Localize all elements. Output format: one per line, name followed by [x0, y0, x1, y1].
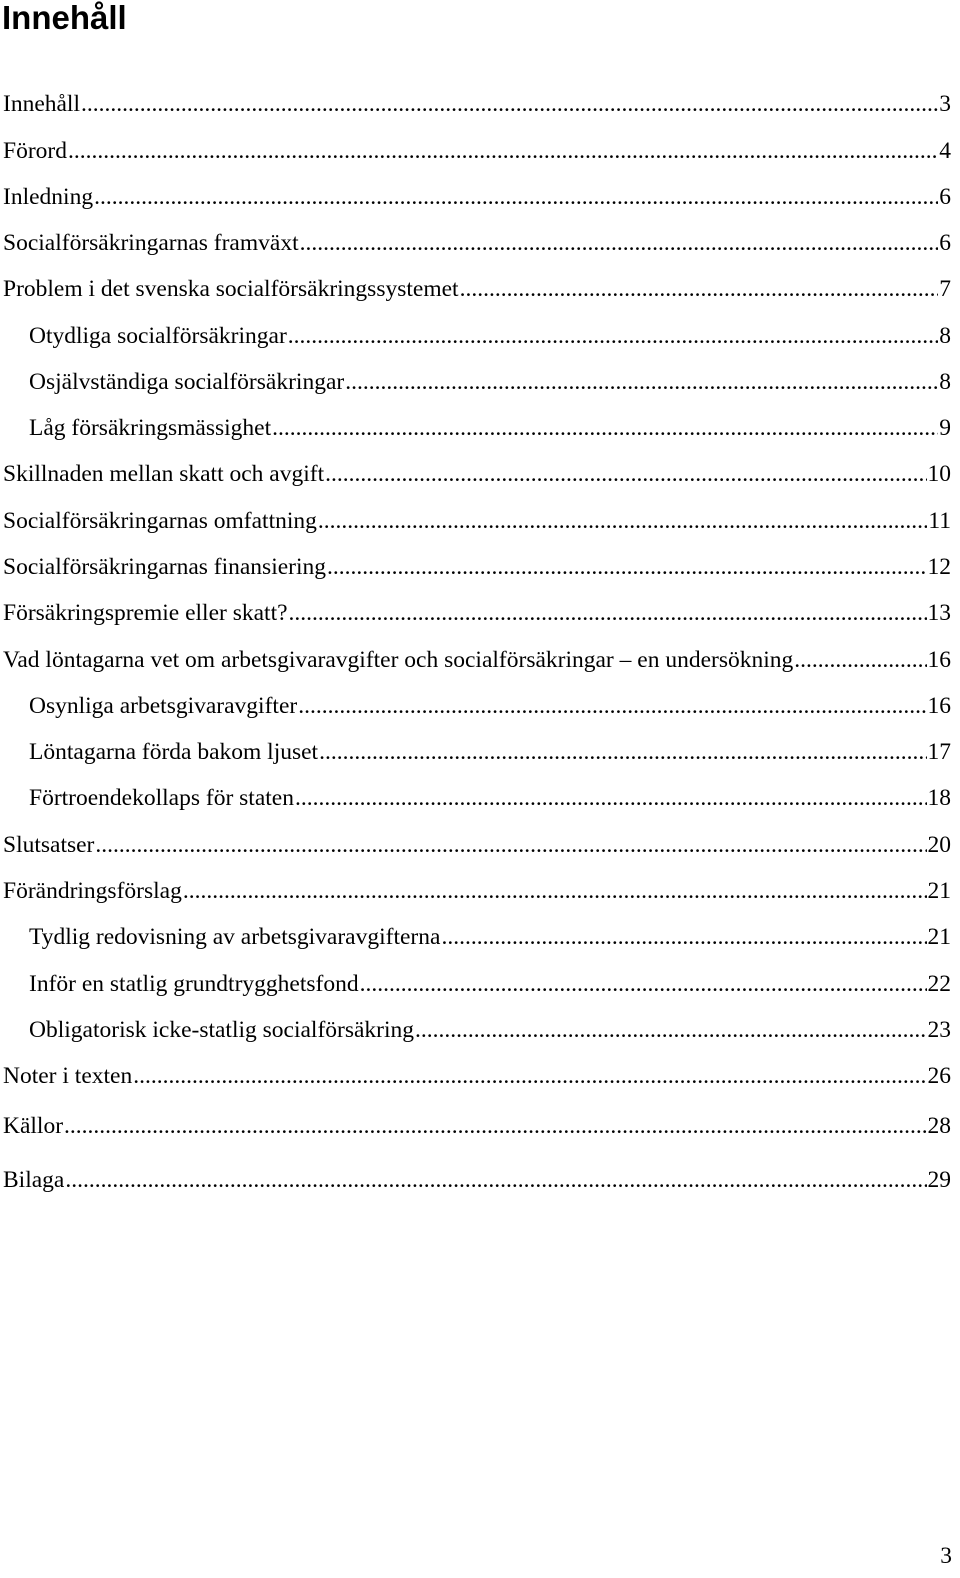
toc-entry-title: Slutsatser	[3, 832, 95, 858]
toc-entry-page: 13	[927, 600, 951, 626]
toc-dot-leader	[360, 968, 927, 1000]
toc-dot-leader	[183, 875, 927, 907]
toc-entry-title: Bilaga	[3, 1167, 65, 1193]
toc-entry-title: Otydliga socialförsäkringar	[29, 323, 287, 349]
toc-entry-page: 12	[927, 554, 951, 580]
toc-dot-leader	[65, 1164, 926, 1196]
toc-dot-leader	[415, 1014, 926, 1046]
toc-entry-page: 26	[927, 1063, 951, 1089]
toc-entry[interactable]	[3, 644, 951, 676]
toc-entry[interactable]	[3, 551, 951, 583]
toc-dot-leader	[133, 1060, 926, 1092]
toc-dot-leader	[289, 597, 927, 629]
toc-dot-leader	[441, 921, 926, 953]
toc-entry-title: Förord	[3, 138, 67, 164]
toc-entry-title: Socialförsäkringarnas finansiering	[3, 554, 327, 580]
toc-entry[interactable]	[3, 458, 951, 490]
toc-dot-leader	[327, 551, 926, 583]
toc-dot-leader	[64, 1110, 926, 1142]
toc-dot-leader	[318, 505, 927, 537]
toc-dot-leader	[460, 273, 939, 305]
toc-entry-page: 16	[927, 647, 951, 673]
toc-entry[interactable]	[29, 736, 951, 768]
toc-entry-page: 21	[927, 878, 951, 904]
toc-dot-leader	[319, 736, 926, 768]
toc-entry-page: 28	[927, 1113, 951, 1139]
toc-entry-title: Noter i texten	[3, 1063, 133, 1089]
toc-entry-page: 16	[927, 693, 951, 719]
toc-entry-title: Tydlig redovisning av arbetsgivaravgifterna	[29, 924, 441, 950]
toc-entry-page: 6	[939, 184, 951, 210]
toc-entry-title: Förtroendekollaps för staten	[29, 785, 294, 811]
toc-entry-page: 23	[927, 1017, 951, 1043]
toc-entry[interactable]	[3, 135, 951, 167]
toc-dot-leader	[298, 690, 926, 722]
toc-entry-page: 8	[939, 369, 951, 395]
toc-entry-page: 11	[928, 508, 951, 534]
toc-entry-title: Vad löntagarna vet om arbetsgivaravgifter och socialförsäkringar – en undersökning	[3, 647, 794, 673]
toc-entry[interactable]	[29, 320, 951, 352]
toc-entry[interactable]	[29, 968, 951, 1000]
toc-entry[interactable]	[29, 366, 951, 398]
toc-entry-page: 18	[927, 785, 951, 811]
toc-entry[interactable]	[3, 597, 951, 629]
toc-dot-leader	[81, 88, 938, 120]
toc-entry[interactable]	[3, 1164, 951, 1196]
toc-entry-page: 20	[927, 832, 951, 858]
toc-dot-leader	[325, 458, 926, 490]
toc-entry[interactable]	[3, 273, 951, 305]
toc-entry-page: 6	[939, 230, 951, 256]
toc-dot-leader	[68, 135, 938, 167]
toc-entry-title: Skillnaden mellan skatt och avgift	[3, 461, 325, 487]
toc-dot-leader	[288, 320, 938, 352]
toc-entry[interactable]	[3, 88, 951, 120]
toc-entry-title: Försäkringspremie eller skatt?	[3, 600, 288, 626]
toc-entry-title: Förändringsförslag	[3, 878, 182, 904]
page-title: Innehåll	[2, 0, 127, 36]
toc-entry-title: Källor	[3, 1113, 64, 1139]
toc-entry-page: 7	[939, 276, 951, 302]
toc-entry-title: Problem i det svenska socialförsäkringssystemet	[3, 276, 459, 302]
toc-entry-page: 29	[927, 1167, 951, 1193]
toc-entry[interactable]	[3, 1110, 951, 1142]
toc-entry[interactable]	[3, 829, 951, 861]
toc-entry[interactable]	[3, 505, 951, 537]
toc-entry[interactable]	[29, 921, 951, 953]
toc-entry[interactable]	[3, 1060, 951, 1092]
toc-entry-title: Osjälvständiga socialförsäkringar	[29, 369, 345, 395]
toc-entry-page: 17	[927, 739, 951, 765]
toc-entry[interactable]	[29, 782, 951, 814]
toc-dot-leader	[345, 366, 938, 398]
toc-entry[interactable]	[3, 875, 951, 907]
toc-entry-title: Socialförsäkringarnas omfattning	[3, 508, 317, 534]
toc-entry[interactable]	[29, 412, 951, 444]
toc-dot-leader	[300, 227, 939, 259]
toc-entry[interactable]	[29, 1014, 951, 1046]
toc-entry[interactable]	[3, 181, 951, 213]
toc-entry-page: 4	[939, 138, 951, 164]
toc-entry-title: Socialförsäkringarnas framväxt	[3, 230, 299, 256]
toc-entry-page: 10	[927, 461, 951, 487]
toc-entry-title: Inför en statlig grundtrygghetsfond	[29, 971, 359, 997]
toc-entry[interactable]	[29, 690, 951, 722]
toc-entry-title: Obligatorisk icke-statlig socialförsäkring	[29, 1017, 415, 1043]
toc-entry-title: Inledning	[3, 184, 94, 210]
toc-dot-leader	[794, 644, 926, 676]
page-number: 3	[940, 1543, 952, 1569]
toc-entry-title: Löntagarna förda bakom ljuset	[29, 739, 319, 765]
toc-dot-leader	[272, 412, 938, 444]
toc-dot-leader	[295, 782, 927, 814]
toc-entry-page: 9	[939, 415, 951, 441]
toc-entry-title: Låg försäkringsmässighet	[29, 415, 272, 441]
toc-entry-title: Osynliga arbetsgivaravgifter	[29, 693, 298, 719]
toc-entry-page: 3	[939, 91, 951, 117]
toc-entry-page: 22	[927, 971, 951, 997]
toc-dot-leader	[94, 181, 938, 213]
toc-dot-leader	[95, 829, 926, 861]
toc-entry-page: 21	[927, 924, 951, 950]
toc-entry[interactable]	[3, 227, 951, 259]
toc-entry-title: Innehåll	[3, 91, 80, 117]
toc-entry-page: 8	[939, 323, 951, 349]
